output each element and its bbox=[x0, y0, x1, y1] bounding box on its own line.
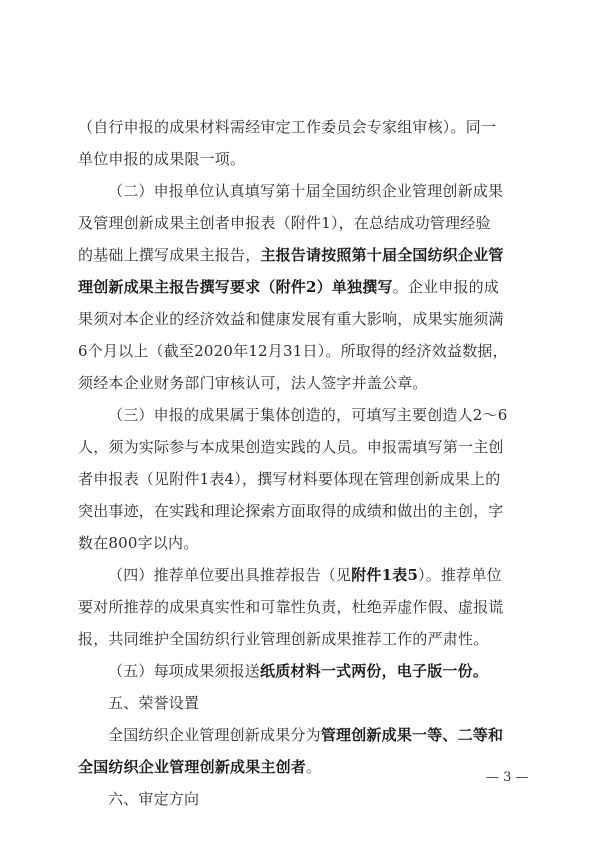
text-segment: 突出事迹，在实践和理论探索方面取得的成绩和做出的主创，字 bbox=[78, 502, 504, 520]
text-line bbox=[0, 277, 600, 297]
section-heading bbox=[0, 789, 600, 809]
text-line bbox=[0, 341, 600, 361]
bold-text-segment: 管理创新成果一等、二等和 bbox=[320, 726, 504, 744]
text-line bbox=[0, 597, 600, 617]
text-segment: 报，共同维护全国纺织行业管理创新成果推荐工作的严肃性。 bbox=[78, 630, 489, 648]
text-segment: 五、荣誉设置 bbox=[108, 694, 200, 712]
text-line bbox=[0, 149, 600, 169]
text-line bbox=[0, 437, 600, 457]
text-line bbox=[0, 565, 600, 585]
text-segment: （自行申报的成果材料需经审定工作委员会专家组审核）。同一 bbox=[78, 118, 497, 136]
text-segment: 人，须为实际参与本成果创造实践的人员。申报需填写第一主创 bbox=[78, 438, 504, 456]
text-segment: 。企业申报的成 bbox=[392, 278, 500, 296]
text-segment: 全国纺织企业管理创新成果分为 bbox=[108, 726, 321, 744]
text-segment: ）。推荐单位 bbox=[418, 566, 502, 584]
text-segment: 及管理创新成果主创者申报表（附件1），在总结成功管理经验 bbox=[78, 214, 491, 232]
text-segment: （五）每项成果须报送 bbox=[108, 662, 261, 680]
page-number: — 3 — bbox=[486, 770, 529, 785]
bold-text-segment: 附件1表5 bbox=[351, 566, 419, 584]
text-segment: （四）推荐单位要出具推荐报告（见 bbox=[108, 566, 352, 584]
bold-text-segment: 全国纺织企业管理创新成果主创者 bbox=[78, 758, 307, 776]
text-line bbox=[0, 373, 600, 393]
text-segment: 6个月以上（截至2020年12月31日）。所取得的经济效益数据， bbox=[78, 342, 508, 360]
bold-text-segment: 主报告请按照第十届全国纺织企业管 bbox=[260, 246, 504, 264]
text-segment: 数在800字以内。 bbox=[78, 534, 199, 552]
text-segment: 果须对本企业的经济效益和健康发展有重大影响，成果实施须满 bbox=[78, 310, 504, 328]
text-line bbox=[0, 501, 600, 521]
text-segment: （三）申报的成果属于集体创造的，可填写主要创造人2～6 bbox=[108, 406, 508, 424]
text-line bbox=[0, 309, 600, 329]
text-line bbox=[0, 469, 600, 489]
text-segment: 须经本企业财务部门审核认可，法人签字并盖公章。 bbox=[78, 374, 428, 392]
text-segment: 。 bbox=[306, 758, 322, 776]
text-line bbox=[0, 245, 600, 265]
text-segment: 单位申报的成果限一项。 bbox=[78, 150, 246, 168]
text-line bbox=[0, 629, 600, 649]
text-line bbox=[0, 213, 600, 233]
text-segment: 六、审定方向 bbox=[108, 790, 200, 808]
text-line bbox=[0, 117, 600, 137]
text-segment: 的基础上撰写成果主报告， bbox=[78, 246, 261, 264]
text-line bbox=[0, 725, 600, 745]
text-line bbox=[0, 181, 600, 201]
text-line bbox=[0, 405, 600, 425]
text-segment: （二）申报单位认真填写第十届全国纺织企业管理创新成果 bbox=[108, 182, 504, 200]
text-line bbox=[0, 661, 600, 681]
section-heading bbox=[0, 693, 600, 713]
bold-text-segment: 纸质材料一式两份，电子版一份。 bbox=[260, 662, 489, 680]
bold-text-segment: 理创新成果主报告撰写要求（附件2）单独撰写 bbox=[78, 278, 393, 296]
text-segment: 要对所推荐的成果真实性和可靠性负责，杜绝弄虚作假、虚报谎 bbox=[78, 598, 504, 616]
text-segment: 者申报表（见附件1表4），撰写材料要体现在管理创新成果上的 bbox=[78, 470, 501, 488]
text-line bbox=[0, 533, 600, 553]
